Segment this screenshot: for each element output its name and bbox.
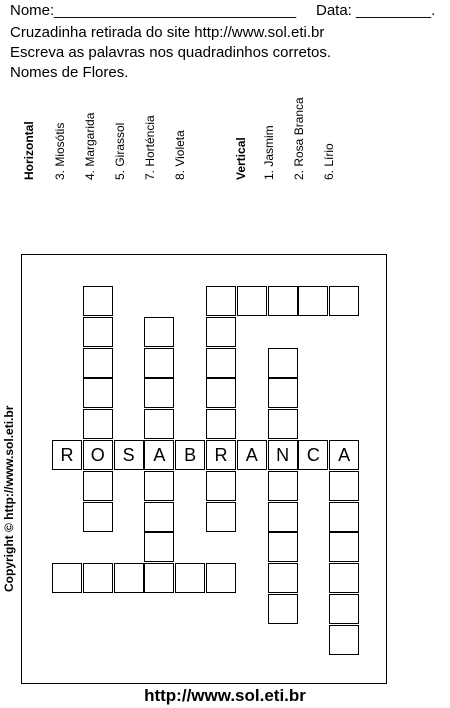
crossword-cell[interactable]: [237, 286, 267, 316]
crossword-cell[interactable]: [268, 286, 298, 316]
crossword-cell[interactable]: B: [175, 440, 205, 470]
crossword-cell[interactable]: [83, 378, 113, 408]
date-field-label: Data: _________.: [316, 2, 436, 19]
crossword-cell[interactable]: C: [298, 440, 328, 470]
crossword-cell[interactable]: [206, 317, 236, 347]
crossword-cell[interactable]: O: [83, 440, 113, 470]
crossword-cell[interactable]: [206, 286, 236, 316]
crossword-cell[interactable]: [206, 409, 236, 439]
crossword-cell[interactable]: R: [206, 440, 236, 470]
crossword-cell[interactable]: N: [268, 440, 298, 470]
crossword-cell[interactable]: [268, 532, 298, 562]
crossword-cell[interactable]: [268, 409, 298, 439]
crossword-cell[interactable]: [144, 502, 174, 532]
crossword-cell[interactable]: [268, 471, 298, 501]
source-line: Cruzadinha retirada do site http://www.sol.eti.br: [10, 24, 325, 41]
crossword-cell[interactable]: [83, 286, 113, 316]
crossword-cell[interactable]: [206, 471, 236, 501]
instructions-line: Escreva as palavras nos quadradinhos corretos.: [10, 44, 332, 61]
vertical-clue: 1. Jasmim: [262, 125, 276, 180]
crossword-cell[interactable]: [83, 563, 113, 593]
copyright-text: Copyright © http://www.sol.eti.br: [2, 405, 16, 592]
crossword-cell[interactable]: [329, 286, 359, 316]
vertical-clue: 2. Rosa Branca: [292, 97, 306, 180]
crossword-cell[interactable]: [144, 409, 174, 439]
crossword-cell[interactable]: [144, 563, 174, 593]
crossword-cell[interactable]: [298, 286, 328, 316]
crossword-cell[interactable]: R: [52, 440, 82, 470]
crossword-cell[interactable]: [83, 471, 113, 501]
crossword-cell[interactable]: [206, 378, 236, 408]
crossword-cell[interactable]: A: [329, 440, 359, 470]
crossword-cell[interactable]: [206, 563, 236, 593]
crossword-cell[interactable]: [268, 563, 298, 593]
crossword-cell[interactable]: [83, 502, 113, 532]
topic-line: Nomes de Flores.: [10, 64, 129, 81]
crossword-cell[interactable]: A: [237, 440, 267, 470]
crossword-cell[interactable]: [144, 532, 174, 562]
horizontal-clue: 8. Violeta: [173, 130, 187, 180]
vertical-clues-title: Vertical: [234, 137, 248, 180]
horizontal-clues-title: Horizontal: [22, 121, 36, 180]
crossword-cell[interactable]: [329, 594, 359, 624]
crossword-cell[interactable]: A: [144, 440, 174, 470]
crossword-cell[interactable]: [83, 348, 113, 378]
crossword-cell[interactable]: [329, 563, 359, 593]
name-field-label: Nome:_____________________________: [10, 2, 297, 19]
crossword-cell[interactable]: [144, 317, 174, 347]
crossword-cell[interactable]: [268, 378, 298, 408]
crossword-cell[interactable]: [206, 502, 236, 532]
crossword-cell[interactable]: [114, 563, 144, 593]
crossword-cell[interactable]: [83, 317, 113, 347]
crossword-cell[interactable]: [144, 378, 174, 408]
crossword-cell[interactable]: [329, 532, 359, 562]
horizontal-clue: 3. Miosótis: [53, 122, 67, 180]
crossword-cell[interactable]: [144, 348, 174, 378]
footer-url: http://www.sol.eti.br: [144, 686, 306, 705]
crossword-cell[interactable]: [175, 563, 205, 593]
vertical-clue: 6. Lírio: [322, 143, 336, 180]
horizontal-clue: 4. Margarida: [83, 112, 97, 180]
crossword-cell[interactable]: [268, 594, 298, 624]
crossword-cell[interactable]: [268, 502, 298, 532]
crossword-cell[interactable]: [268, 348, 298, 378]
crossword-cell[interactable]: [329, 625, 359, 655]
horizontal-clue: 7. Horténcia: [143, 115, 157, 180]
crossword-cell[interactable]: [52, 563, 82, 593]
horizontal-clue: 5. Girassol: [113, 122, 127, 180]
crossword-cell[interactable]: S: [114, 440, 144, 470]
crossword-cell[interactable]: [144, 471, 174, 501]
crossword-cell[interactable]: [206, 348, 236, 378]
crossword-cell[interactable]: [83, 409, 113, 439]
crossword-cell[interactable]: [329, 471, 359, 501]
crossword-cell[interactable]: [329, 502, 359, 532]
